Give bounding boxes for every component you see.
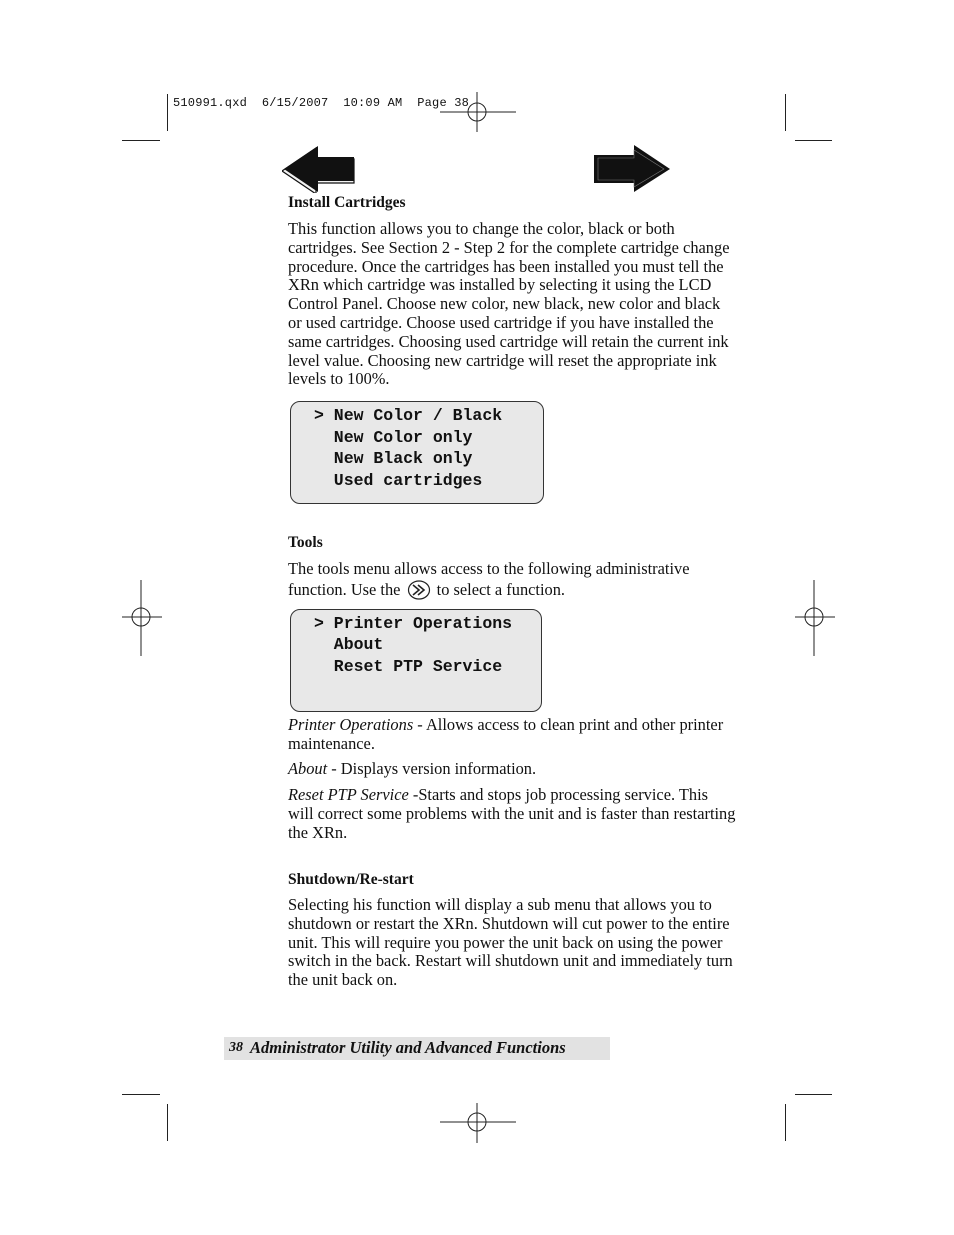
about-description [288,760,733,779]
printer-operations-text: - Allows access to clean print and other printer maintenance. [288,715,724,753]
reset-ptp-description [288,786,736,842]
footer-title: Administrator Utility and Advanced Functions [250,1038,566,1057]
right-arrow-icon[interactable] [592,145,672,193]
shutdown-body: Selecting his function will display a sub menu that allows you to shutdown or restart the XRn. Shutdown will cut power to the entire unit. This will require you power the unit back on using the power switch in the back. Restart will shutdown unit and immediately turn the unit back on. [288,895,733,990]
lcd-line: New Color only [314,428,473,447]
lcd-line: Reset PTP Service [314,657,503,676]
printer-operations-description [288,716,733,754]
tools-body [288,560,733,601]
left-arrow-icon[interactable] [282,145,356,193]
about-text: - Displays version information. [327,759,537,778]
page-footer [224,1037,610,1060]
registration-mark-left [122,580,162,656]
tools-lcd [290,609,542,712]
printer-operations-term: Printer Operations [288,715,414,734]
tools-heading: Tools [288,534,323,551]
page-number: 38 [229,1040,243,1055]
lcd-line: Used cartridges [314,471,483,490]
lcd-line: About [314,635,384,654]
lcd-line: > New Color / Black [314,406,503,425]
tools-body-text-end: to select a function. [436,579,566,599]
reset-ptp-term: Reset PTP Service [288,785,409,804]
print-slug: 510991.qxd 6/15/2007 10:09 AM Page 38 [173,96,470,110]
registration-mark-top [440,92,516,132]
install-cartridges-body: This function allows you to change the color, black or both cartridges. See Section 2 - Step 2 for the complete cartridge change procedure. Once the cartridges has been installed you must tell the XRn which cartridge was installed by selecting it using the LCD Control Panel. Choose new color, new black, new color and black or used cartridge. Choose used cartridge if you have installed the same cartridges. Choosing used cartridge will retain the current ink level value. Choosing new cartridge will reset the appropriate ink levels to 100%. [288,219,730,389]
shutdown-heading: Shutdown/Re-start [288,871,414,888]
next-key-icon [407,579,431,601]
registration-mark-right [795,580,835,656]
tools-body-text: The tools menu allows access to the following administrative function. Use the [288,559,690,599]
registration-mark-bottom [440,1103,516,1143]
lcd-line: > Printer Operations [314,614,513,633]
lcd-line: New Black only [314,449,473,468]
reset-ptp-text: -Starts and stops job processing service. This will correct some problems with the unit and is faster than restarting the XRn. [288,785,736,842]
about-term: About [288,759,328,778]
install-cartridges-lcd [290,401,544,504]
install-cartridges-heading: Install Cartridges [288,194,406,211]
